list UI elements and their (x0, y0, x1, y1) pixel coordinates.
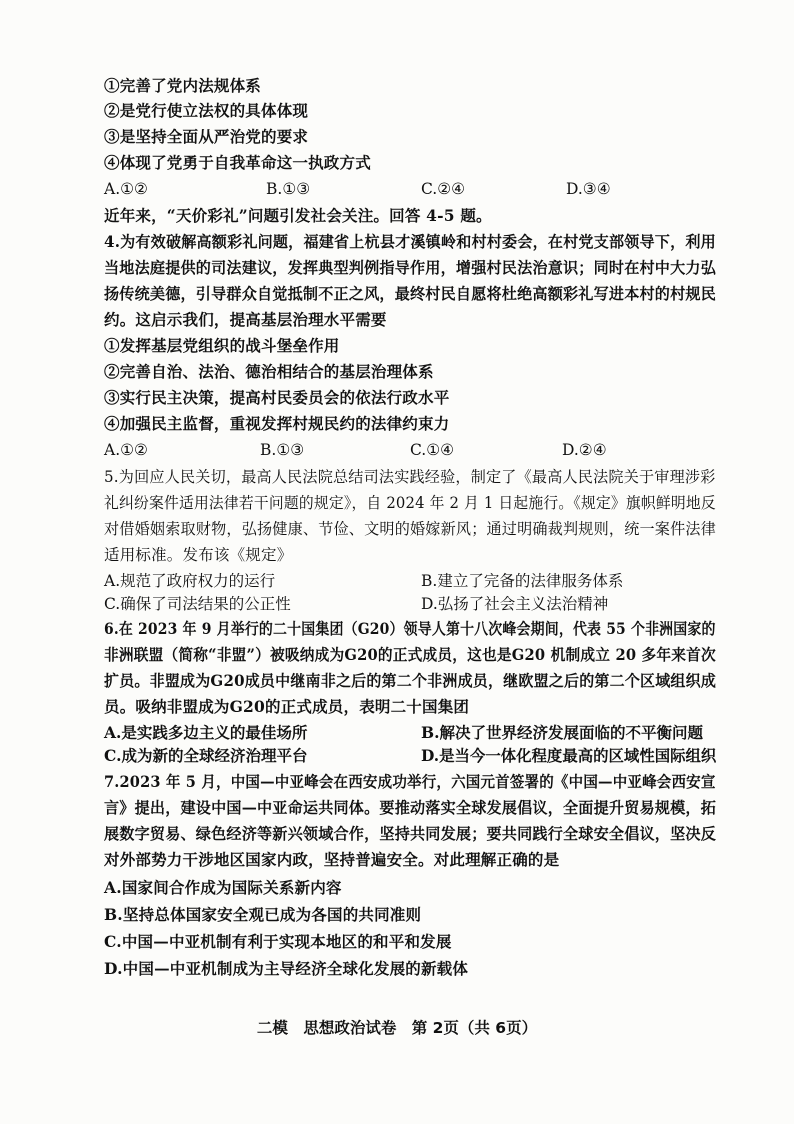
page-footer (0, 1016, 794, 1038)
q6-stem-line-2: 非洲联盟（简称“非盟”）被吸纳成为G20的正式成员，这也是G20 机制成立 20 多年来首次 (104, 645, 716, 664)
q4-item-1: ①发挥基层党组织的战斗堡垒作用 (104, 336, 340, 355)
prev-item-3: ③是坚持全面从严治党的要求 (104, 127, 309, 146)
q5-option-a: A.规范了政府权力的运行 (104, 572, 276, 590)
q4-item-4: ④加强民主监督，重视发挥村规民约的法律约束力 (104, 414, 450, 433)
prev-option-c: C.②④ (421, 180, 466, 198)
q7-option-c: C.中国—中亚机制有利于实现本地区的和平和发展 (104, 932, 452, 951)
q7-option-b: B.坚持总体国家安全观已成为各国的共同准则 (104, 905, 422, 924)
q6-option-d: D.是当今一体化程度最高的区域性国际组织 (421, 746, 717, 765)
q6-option-c: C.成为新的全球经济治理平台 (104, 746, 308, 765)
q6-stem-line-1: 6.在 2023 年 9 月举行的二十国集团（G20）领导人第十八次峰会期间，代表 55 个非洲国家的 (104, 619, 716, 638)
q4-item-3: ③实行民主决策，提高村民委员会的依法行政水平 (104, 388, 450, 407)
prev-item-2: ②是党行使立法权的具体体现 (104, 101, 309, 120)
q5-option-c: C.确保了司法结果的公正性 (104, 595, 291, 613)
footer-subject: 思想政治试卷 (303, 1019, 397, 1037)
q7-stem-line-3: 展数字贸易、绿色经济等新兴领域合作，坚持共同发展；要共同践行全球安全倡议，坚决反 (104, 824, 717, 843)
prev-item-1: ①完善了党内法规体系 (104, 76, 262, 95)
q6-option-a: A.是实践多边主义的最佳场所 (104, 723, 308, 742)
q4-option-c: C.①④ (410, 441, 455, 459)
q5-stem-line-3: 对借婚姻索取财物，弘扬健康、节俭、文明的婚嫁新风；通过明确裁判规则，统一案件法律 (104, 520, 717, 538)
q4-stem-line-3: 扬传统美德，引导群众自觉抵制不正之风，最终村民自愿将杜绝高额彩礼写进本村的村规民 (104, 284, 717, 303)
q4-option-a: A.①② (104, 441, 148, 459)
q4-option-b: B.①③ (260, 441, 305, 459)
q4-item-2: ②完善自治、法治、德治相结合的基层治理体系 (104, 362, 434, 381)
q7-stem-line-1: 7.2023 年 5 月，中国—中亚峰会在西安成功举行，六国元首签署的《中国—中亚峰会西安宣 (104, 772, 716, 791)
group-intro: 近年来，“天价彩礼”问题引发社会关注。回答 4-5 题。 (104, 206, 492, 225)
q4-option-d: D.②④ (562, 441, 607, 459)
prev-option-d: D.③④ (566, 180, 611, 198)
footer-exam-label: 二模 (256, 1019, 288, 1037)
q5-option-b: B.建立了完备的法律服务体系 (421, 572, 624, 590)
q6-stem-line-4: 员。吸纳非盟成为G20的正式成员，表明二十国集团 (104, 697, 470, 716)
q6-stem-line-3: 扩员。非盟成为G20成员中继南非之后的第二个非洲成员，继欧盟之后的第二个区域组织成 (104, 671, 717, 690)
q5-stem-line-2: 礼纠纷案件适用法律若干问题的规定》，自 2024 年 2 月 1 日起施行。《规定》旗帜鲜明地反 (104, 494, 716, 512)
prev-option-a: A.①② (104, 180, 148, 198)
q7-stem-line-2: 言》提出，建设中国—中亚命运共同体。要推动落实全球发展倡议，全面提升贸易规模，拓 (104, 798, 717, 817)
prev-item-4: ④体现了党勇于自我革命这一执政方式 (104, 153, 371, 172)
q5-stem-line-4: 适用标准。发布该《规定》 (104, 546, 293, 564)
q4-stem-line-2: 当地法庭提供的司法建议，发挥典型判例指导作用，增强村民法治意识；同时在村中大力弘 (104, 258, 717, 277)
q7-option-a: A.国家间合作成为国际关系新内容 (104, 878, 342, 897)
q5-stem-line-1: 5.为回应人民关切，最高人民法院总结司法实践经验，制定了《最高人民法院关于审理涉彩 (104, 468, 716, 486)
q7-option-d: D.中国—中亚机制成为主导经济全球化发展的新载体 (104, 959, 469, 978)
q6-option-b: B.解决了世界经济发展面临的不平衡问题 (421, 723, 703, 742)
footer-page-number: 第 2页（共 6页） (411, 1019, 538, 1037)
q4-stem-line-1: 4.为有效破解高额彩礼问题，福建省上杭县才溪镇岭和村村委会，在村党支部领导下，利用 (104, 232, 716, 251)
q4-stem-line-4: 约。这启示我们，提高基层治理水平需要 (104, 310, 387, 329)
q5-option-d: D.弘扬了社会主义法治精神 (421, 595, 609, 613)
q7-stem-line-4: 对外部势力干涉地区国家内政，坚持普遍安全。对此理解正确的是 (104, 850, 560, 869)
prev-option-b: B.①③ (266, 180, 311, 198)
